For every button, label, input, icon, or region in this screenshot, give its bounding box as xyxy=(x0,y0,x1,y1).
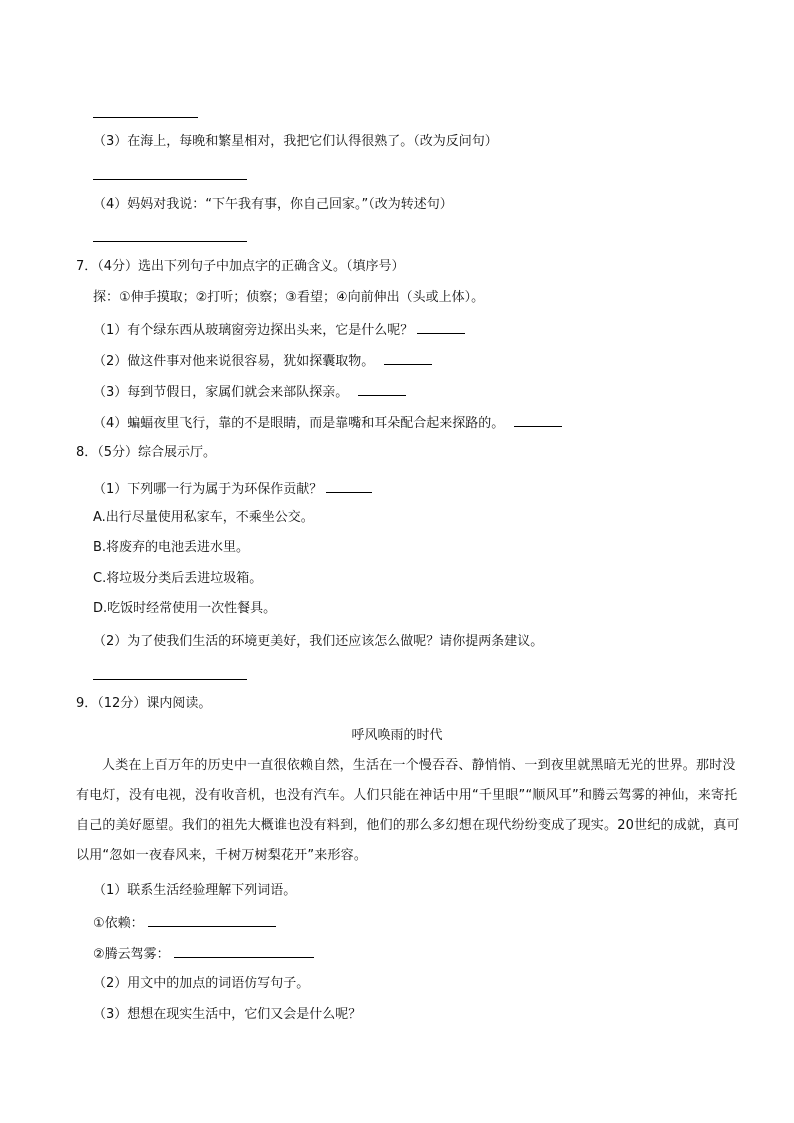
q7-item-text: （3）每到节假日，家属们就会来部队探亲。 xyxy=(93,385,349,400)
q8-option-d: D.吃饭时经常使用一次性餐具。 xyxy=(93,601,277,616)
passage-title: 呼风唤雨的时代 xyxy=(351,728,443,743)
q7-item-text: （1）有个绿东西从玻璃窗旁边探出头来，它是什么呢？ xyxy=(93,323,414,338)
q9-word-2 xyxy=(93,944,314,964)
q8-q2: （2）为了使我们生活的环境更美好，我们还应该怎么做呢？请你提两条建议。 xyxy=(93,634,544,649)
answer-line[interactable] xyxy=(93,679,247,680)
answer-blank[interactable] xyxy=(358,382,406,396)
q8-option-b: B.将废弃的电池丢进水里。 xyxy=(93,540,250,555)
answer-blank[interactable] xyxy=(514,413,562,427)
answer-line[interactable] xyxy=(93,241,247,242)
word-label: ①依赖： xyxy=(93,916,144,931)
reading-passage xyxy=(76,751,742,871)
q9-q1: （1）联系生活经验理解下列词语。 xyxy=(93,883,297,898)
passage-text: 人类在上百万年的历史中一直很依赖自然，生活在一个慢吞吞、静悄悄、一到夜里就黑暗无光的世界。那时没有电灯，没有电视，没有收音机，也没有汽车。人们只能在神话中用“千里眼”“顺风耳”和腾云驾雾的神仙，来寄托自己的美好愿望。我们的祖先大概谁也没有料到，他们的那么多幻想在现代纷纷变成了现实。20世纪的成就，真可以用“忽如一夜春风来，千树万树梨花开”来形容。 xyxy=(76,758,740,863)
answer-blank[interactable] xyxy=(148,913,276,927)
q7-item-2 xyxy=(93,351,432,371)
answer-blank[interactable] xyxy=(174,944,314,958)
answer-line[interactable] xyxy=(93,117,198,118)
answer-line[interactable] xyxy=(93,179,247,180)
q8-option-a: A.出行尽量使用私家车，不乘坐公交。 xyxy=(93,510,314,525)
q8-q1-text: （1）下列哪一行为属于为环保作贡献？ xyxy=(93,482,323,497)
q8-option-c: C.将垃圾分类后丢进垃圾箱。 xyxy=(93,571,263,586)
q9-q2: （2）用文中的加点的词语仿写句子。 xyxy=(93,976,310,991)
q9-word-1 xyxy=(93,913,276,933)
q7-title: 7．（4分）选出下列句子中加点字的正确含义。（填序号） xyxy=(76,259,405,274)
word-label: ②腾云驾雾： xyxy=(93,947,170,962)
q9-q3: （3）想想在现实生活中，它们又会是什么呢？ xyxy=(93,1007,362,1022)
answer-blank[interactable] xyxy=(417,320,465,334)
q7-item-text: （2）做这件事对他来说很容易，犹如探囊取物。 xyxy=(93,354,375,369)
q7-item-text: （4）蝙蝠夜里飞行，靠的不是眼睛，而是靠嘴和耳朵配合起来探路的。 xyxy=(93,416,505,431)
answer-blank[interactable] xyxy=(384,351,432,365)
q7-item-3 xyxy=(93,382,406,402)
q7-meanings: 探：①伸手摸取；②打听；侦察；③看望；④向前伸出（头或上体）。 xyxy=(93,290,485,305)
q7-item-1 xyxy=(93,320,465,340)
q6-item-4: （4）妈妈对我说：“下午我有事，你自己回家。”（改为转述句） xyxy=(93,197,453,212)
answer-blank[interactable] xyxy=(326,479,372,493)
q8-title: 8．（5分）综合展示厅。 xyxy=(76,445,217,460)
q9-title: 9．（12分）课内阅读。 xyxy=(76,696,212,711)
q8-q1 xyxy=(93,479,372,499)
q7-item-4 xyxy=(93,413,562,433)
q6-item-3: （3）在海上，每晚和繁星相对，我把它们认得很熟了。（改为反问句） xyxy=(93,134,498,149)
